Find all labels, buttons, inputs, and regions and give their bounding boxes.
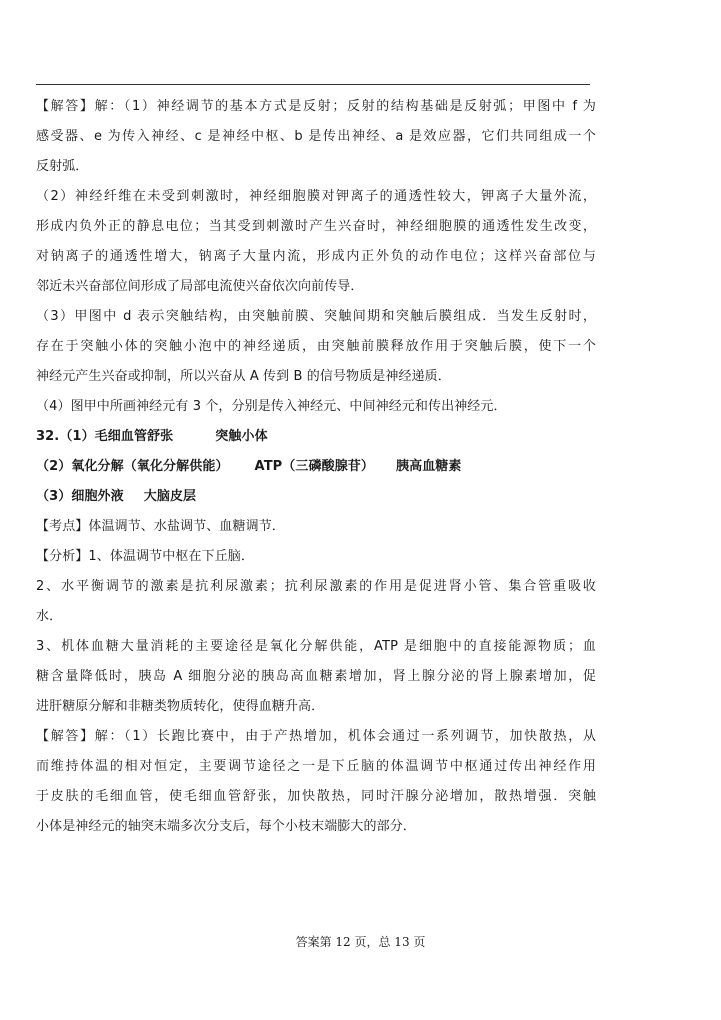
question-32-section: [36, 422, 596, 842]
q32-answer-3a: （3）细胞外液: [36, 489, 124, 504]
q32-analysis-line: 3、机体血糖大量消耗的主要途径是氧化分解供能，ATP 是细胞中的直接能源物质；血: [36, 639, 596, 654]
q32-kaodian: 【考点】体温调节、水盐调节、血糖调节．: [36, 519, 285, 534]
q32-solution-line: 【解答】解：（1）长跑比赛中，由于产热增加，机体会通过一系列调节，加快散热，从: [36, 729, 596, 744]
answer-line: 存在于突触小体的突触小泡中的神经递质，由突触前膜释放作用于突触后膜，使下一个: [36, 339, 596, 354]
q32-analysis-line: 糖含量降低时，胰岛 A 细胞分泌的胰岛高血糖素增加，肾上腺分泌的肾上腺素增加，促: [36, 669, 596, 684]
q32-analysis-line: 2、水平衡调节的激素是抗利尿激素；抗利尿激素的作用是促进肾小管、集合管重吸收: [36, 579, 596, 594]
q32-solution-line: 小体是神经元的轴突末端多次分支后，每个小枝末端膨大的部分．: [36, 819, 416, 834]
answer-line: （3）甲图中 d 表示突触结构，由突触前膜、突触间期和突触后膜组成．当发生反射时，: [36, 309, 596, 324]
answer-line: 对钠离子的通透性增大，钠离子大量内流，形成内正外负的动作电位；这样兴奋部位与: [36, 249, 596, 264]
q32-solution-line: 于皮肤的毛细血管，使毛细血管舒张，加快散热，同时汗腺分泌增加，散热增强．突触: [36, 789, 596, 804]
q32-analysis-line: 【分析】1、体温调节中枢在下丘脑．: [36, 549, 254, 564]
q32-answer-line-1: [36, 422, 596, 452]
page-content: [36, 92, 596, 842]
q32-answer-2b: ATP（三磷酸腺苷）: [254, 459, 374, 474]
answer-line: 形成内负外正的静息电位；当其受到刺激时产生兴奋时，神经细胞膜的通透性发生改变，: [36, 219, 596, 234]
header-rule: [36, 84, 590, 85]
answer-line: 反射弧．: [36, 159, 89, 174]
q32-answer-2a: （2）氧化分解（氧化分解供能）: [36, 459, 229, 474]
q32-answer-line-2: [36, 452, 596, 482]
answer-section-31: [36, 92, 596, 422]
answer-line: （4）图甲中所画神经元有 3 个，分别是传入神经元、中间神经元和传出神经元．: [36, 399, 507, 414]
page-footer: 答案第 12 页，总 13 页: [295, 935, 426, 949]
q32-analysis-line: 进肝糖原分解和非糖类物质转化，使得血糖升高．: [36, 699, 325, 714]
q32-answer-1b: 突触小体: [215, 429, 268, 444]
answer-line: 感受器、e 为传入神经、c 是神经中枢、b 是传出神经、a 是效应器，它们共同组成一个: [36, 129, 596, 144]
q32-answer-line-3: [36, 482, 596, 512]
q32-answer-2c: 胰高血糖素: [396, 459, 462, 474]
q32-solution-line: 而维持体温的相对恒定，主要调节途径之一是下丘脑的体温调节中枢通过传出神经作用: [36, 759, 596, 774]
answer-line: 邻近未兴奋部位间形成了局部电流使兴奋依次向前传导．: [36, 279, 364, 294]
q32-answer-3b: 大脑皮层: [143, 489, 197, 504]
q32-answer-1a: 32.（1）毛细血管舒张: [36, 429, 174, 444]
answer-line: （2）神经纤维在未受到刺激时，神经细胞膜对钾离子的通透性较大，钾离子大量外流，: [36, 189, 596, 204]
answer-line: 【解答】解：（1）神经调节的基本方式是反射；反射的结构基础是反射弧；甲图中 f 为: [36, 99, 596, 114]
q32-analysis-line: 水．: [36, 609, 63, 624]
answer-line: 神经元产生兴奋或抑制，所以兴奋从 A 传到 B 的信号物质是神经递质．: [36, 369, 451, 384]
